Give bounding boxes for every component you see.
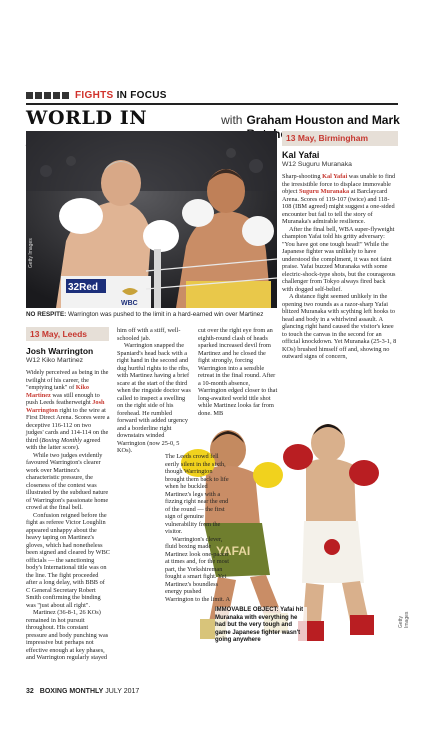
paragraph-text: him off with a stiff, well-schooled jab.: [117, 327, 181, 342]
header-divider: [26, 103, 398, 105]
paragraph: [198, 327, 278, 417]
paragraph: [26, 512, 110, 610]
kicker-square-icon: [62, 92, 69, 99]
kicker-square-icon: [53, 92, 60, 99]
svg-text:32Red: 32Red: [68, 282, 99, 293]
paragraph-text: Sharp-shooting: [282, 173, 323, 180]
caption-bottom-text: Yafai hit Muranaka with everything he had but the very tough and game Japanese fighter wasn't going anywhere: [215, 607, 304, 644]
issue-date: JULY 2017: [105, 688, 140, 695]
fight-result-yafai: W12 Suguru Muranaka: [282, 161, 352, 168]
paragraph: [117, 327, 191, 342]
fighter-name-yafai: Kal Yafai: [282, 150, 320, 160]
paragraph: [165, 536, 231, 604]
caption-text: Warrington was pushed to the limit in a hard-earned win over Martinez: [68, 311, 264, 318]
paragraph-text: Warrington's clever, fluid boxing made Martinez look one-paced at times and, for the most part, the Yorkshireman fought a smart fight. Yet Martinez's boundless energy pushed Warrington to the limit. A: [165, 535, 231, 603]
kicker-square-icon: [35, 92, 42, 99]
paragraph: [26, 609, 110, 662]
fighter-name-warrington: Josh Warrington: [26, 346, 94, 356]
highlighted-name: Josh Warrington: [26, 399, 105, 414]
section-kicker: [26, 88, 167, 102]
photo-warrington-martinez: [26, 131, 277, 308]
paragraph-text: A distance fight seemed unlikely in the opening two rounds as a razor-sharp Yafai blitzed Muranaka with scything left hooks to head and body in a whirlwind assault. A glancing right hand caused the visitor's knee to touch the canvas in the second for an official knockdown. Yet Muranaka (25-3-1, 8 KOs) brushed himself off and, showing no outward signs of concern,: [282, 293, 397, 360]
paragraph: [282, 173, 398, 226]
paragraph-text: was unable to find the irresistible force to displace immovable object: [282, 173, 396, 195]
photo-credit-bottom: Getty Images: [398, 611, 410, 628]
article-text-warrington-col2b: [165, 453, 231, 603]
fight-result-warrington: W12 Kiko Martinez: [26, 357, 84, 364]
paragraph: [282, 226, 398, 294]
paragraph: [165, 453, 231, 536]
paragraph-text: Confusion reigned before the fight as referee Victor Loughlin appeared unhappy about the heavy taping on Martinez's gloves, which had nonetheless been signed and cleared by WBC officials — the sanctioning body's International title was on the line. The fight proceeded after a long delay, with BBB of C General Secretary Robert Smith confirming the binding was "just about all right".: [26, 511, 110, 609]
title-authors: Graham Houston and Mark: [246, 113, 400, 127]
highlighted-name: Kiko Martinez: [26, 384, 90, 399]
paragraph-text: was still enough to push Leeds featherweight: [26, 391, 100, 406]
paragraph-text: Boxing Monthly: [41, 436, 82, 444]
caption-lead: NO RESPITE:: [26, 311, 67, 318]
paragraph-text: cut over the right eye from an eighth-round clash of heads sparked increased devil from Martinez and he closed the fight strongly, forcing Warrington into a sensible retreat in the final round. After a 10-month absence, Warrington edged closer to that long-awaited world title shot while Martinez looks far from done. MB: [198, 327, 278, 417]
paragraph-text: After the final bell, WBA super-flyweight champion Yafai told his gritty adversary: "You have got one tough head!" While the Japanese fighter was unlikely to have understood the compliment, it was not faint praise. Yafai buzzed Muranaka with some electric-shock-type shots, but the courageous challenger from Tokyo always fired back with dogged self-belief.: [282, 225, 396, 293]
paragraph-text: agreed with the latter score).: [26, 436, 101, 451]
paragraph: [282, 293, 398, 361]
paragraph-text: Martinez (36-8-1, 26 KOs) remained in hot pursuit throughout. His constant pressure and body punching was impressive but perhaps not effective enough at key phases, and Warrington regularly stayed: [26, 609, 109, 661]
article-text-warrington-col1: [26, 369, 110, 662]
article-text-warrington-col3: [198, 327, 278, 417]
dateline-leeds: 13 May, Leeds: [30, 329, 88, 339]
highlighted-name: Suguru Muranaka: [298, 188, 350, 195]
page-footer: [26, 688, 139, 695]
article-title: [26, 107, 422, 129]
kicker-square-icon: [44, 92, 51, 99]
highlighted-name: Kal Yafai: [322, 173, 348, 180]
kicker-label: [75, 90, 167, 101]
paragraph: [26, 452, 110, 512]
svg-text:WBC: WBC: [121, 300, 138, 307]
svg-text:YAFAI: YAFAI: [216, 544, 251, 558]
photo-caption-bottom: [215, 607, 307, 645]
photo-caption-top: [26, 311, 281, 319]
paragraph-text: Warrington snapped the Spaniard's head back with a right hand in the second and dug hurtful rights to the ribs, with Martinez having a brief scare at the start of the third when the ringside doctor was called to inspect a swelling on the right side of his forehead. He rumbled forward with added urgency and a borderline right downstairs winded Warrington (now 25-0, 5 KOs).: [117, 342, 191, 454]
page-number: 32: [26, 688, 34, 695]
paragraph-text: While two judges evidently favoured Warrington's clearer work over Martinez's characteristic pressure, the closeness of the contest was illustrated by the subdued nature of Warrington's passionate home crowd at the final bell.: [26, 451, 109, 511]
caption-bottom-lead: IMMOVABLE OBJECT:: [215, 607, 279, 613]
article-text-yafai: [282, 173, 398, 361]
paragraph-text: Widely perceived as being in the twilight of his career, the "emptying tank" of: [26, 369, 109, 391]
magazine-name: BOXING MONTHLY: [39, 688, 104, 695]
kicker-black-text: IN FOCUS: [116, 89, 167, 101]
kicker-square-icon: [26, 92, 33, 99]
paragraph-text: at Barclaycard Arena. Scores of 119-107 (twice) and 118-108 (IBM agreed) might suggest a one-sided encounter but fail to tell the story of Muranaka's admirable resilience.: [282, 188, 395, 225]
title-text: WORLD IN: [26, 107, 148, 129]
paragraph-text: right to the wire at First Direct Arena. Scores were a deceptive 116-112 on two judges' cards and 114-114 on the third (: [26, 406, 110, 444]
title-with: with: [221, 113, 243, 127]
photo-credit-top: Getty Images: [28, 238, 34, 268]
paragraph: [26, 369, 110, 452]
dateline-birmingham: 13 May, Birmingham: [286, 133, 369, 143]
paragraph-text: The Leeds crowd fell eerily silent in the sixth, though Warrington brought them back to life when he buckled Martinez's legs with a fizzing right near the end of the round — the first sign of genuine vulnerability from the visitor.: [165, 453, 229, 535]
kicker-red-text: FIGHTS: [75, 89, 114, 101]
